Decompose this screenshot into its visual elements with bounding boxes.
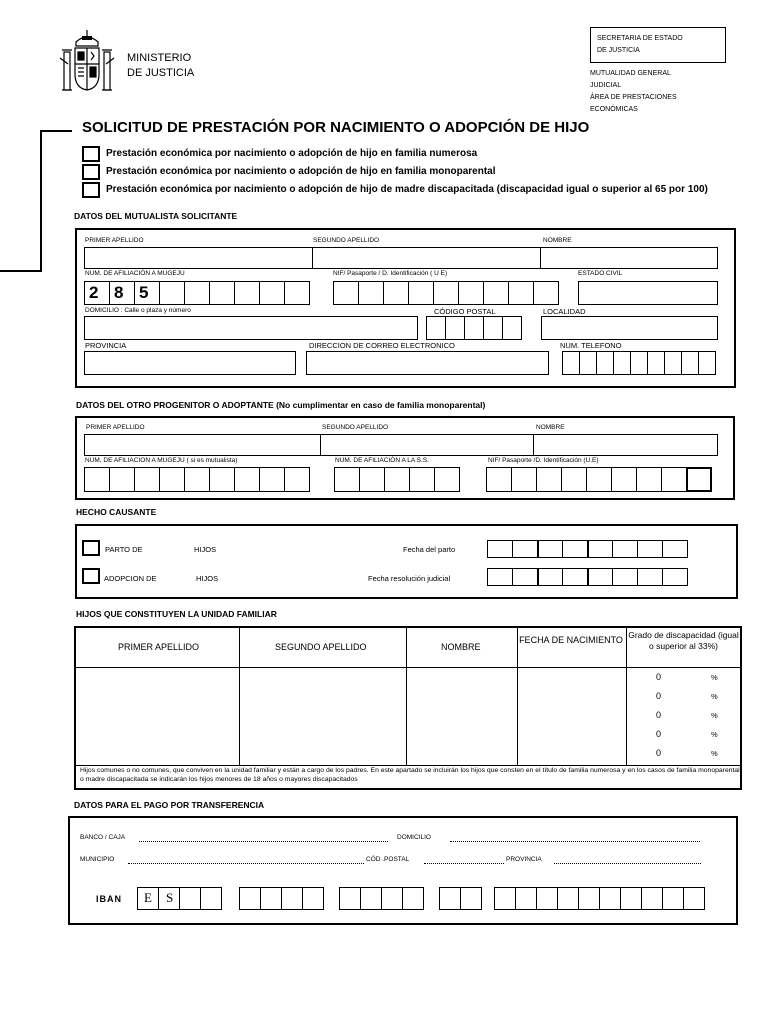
margin-bracket [0, 130, 43, 272]
hecho-section [75, 524, 738, 599]
provincia-field[interactable] [84, 351, 296, 375]
grado-value-4[interactable]: 0 [656, 729, 662, 739]
telefono-label: NUM. TELEFONO [560, 341, 622, 350]
hijos-heading: HIJOS QUE CONSTITUYEN LA UNIDAD FAMILIAR [76, 609, 277, 619]
fecha-parto-cells[interactable] [487, 540, 687, 558]
col-grado: Grado de discapacidad (igual o superior al 33%) [628, 630, 739, 651]
iban-cuenta-cells[interactable] [494, 887, 704, 910]
nombre-completo-field[interactable] [84, 247, 718, 269]
prog-ss-cells[interactable] [334, 467, 459, 492]
pago-domicilio-label: DOMICILIO [397, 834, 431, 841]
cod-postal-label: CÓD .POSTAL [366, 856, 410, 863]
adopcion-checkbox[interactable] [82, 568, 100, 584]
provincia-label: PROVINCIA [85, 341, 127, 350]
iban-dc-cells[interactable] [439, 887, 481, 910]
nif-cells[interactable] [333, 281, 558, 305]
parto-hijos-label: HIJOS [194, 545, 217, 554]
pago-provincia-label: PROVINCIA [506, 856, 542, 863]
banco-label: BANCO / CAJA [80, 834, 126, 841]
primer-apellido-label: PRIMER APELLIDO [85, 237, 144, 244]
form-title: SOLICITUD DE PRESTACIÓN POR NACIMIENTO O ADOPCIÓN DE HIJO [82, 119, 590, 136]
hecho-heading: HECHO CAUSANTE [76, 507, 157, 517]
iban-entidad-cells[interactable] [239, 887, 323, 910]
hijos-note: Hijos comunes o no comunes, que conviven en la unidad familiar y están a cargo de los padres. En este apartado se incluirán los hijos que consten en el título de familia numerosa y en los casos de familia monoparental o madre discapacitada se indicarán los hijos menores de 18 años o mayores discapacitados [80, 767, 740, 783]
secretaria-line1: SECRETARIA DE ESTADO [597, 35, 683, 42]
option-discapacitada-checkbox[interactable] [82, 182, 100, 198]
grado-pct-2: % [711, 692, 718, 701]
cod-postal-field[interactable] [424, 858, 504, 864]
estado-civil-field[interactable] [578, 281, 718, 305]
grado-value-5[interactable]: 0 [656, 748, 662, 758]
iban-letter-s: S [166, 890, 174, 905]
prog-primer-apellido-label: PRIMER APELLIDO [86, 424, 145, 431]
grado-pct-4: % [711, 730, 718, 739]
localidad-label: LOCALIDAD [543, 307, 586, 316]
prog-nombre-label: NOMBRE [536, 424, 565, 431]
mutualidad-line2: JUDICIAL [590, 82, 622, 89]
secretaria-line2: DE JUSTICIA [597, 47, 640, 54]
nif-label: NIF/ Pasaporte / D. Identificación ( U E) [333, 270, 448, 277]
prog-nif-label: NIF/ Pasaporte /D. Identificación (U.E) [488, 457, 599, 464]
grado-value-1[interactable]: 0 [656, 672, 662, 682]
parto-de-label: PARTO DE [105, 545, 143, 554]
coat-of-arms [56, 30, 118, 98]
option-discapacitada-label: Prestación económica por nacimiento o adopción de hijo de madre discapacitada (discapacidad igual o superior al 65 por 100) [106, 184, 708, 195]
fecha-resolucion-cells[interactable] [487, 568, 687, 586]
col-fecha: FECHA DE NACIMIENTO [519, 635, 623, 645]
prog-nombre-completo-field[interactable] [84, 434, 718, 456]
prog-ss-label: NUM. DE AFILIACIÓN A LA S.S. [335, 457, 429, 464]
grado-value-2[interactable]: 0 [656, 691, 662, 701]
segundo-apellido-label: SEGUNDO APELLIDO [313, 237, 380, 244]
parto-checkbox[interactable] [82, 540, 100, 556]
option-monoparental-checkbox[interactable] [82, 164, 100, 180]
codigo-postal-label: CÓDIGO POSTAL [434, 307, 496, 316]
prog-afiliacion-label: NUM. DE AFILIACION A MUGEJU ( si es mutualista) [85, 457, 238, 464]
ministry-line1: MINISTERIO [127, 52, 192, 64]
iban-oficina-cells[interactable] [339, 887, 423, 910]
municipio-field[interactable] [128, 858, 364, 864]
solicitante-heading: DATOS DEL MUTUALISTA SOLICITANTE [74, 211, 238, 221]
secretaria-box [590, 27, 726, 63]
banco-field[interactable] [139, 836, 388, 842]
spain-coat-of-arms-icon [56, 30, 118, 98]
col-segundo-apellido: SEGUNDO APELLIDO [275, 642, 367, 652]
option-monoparental-label: Prestación económica por nacimiento o adopción de hijo en familia monoparental [106, 166, 496, 177]
grado-pct-5: % [711, 749, 718, 758]
correo-field[interactable] [306, 351, 549, 375]
municipio-label: MUNICIPIO [80, 856, 115, 863]
mutualidad-line1: MUTUALIDAD GENERAL [590, 70, 671, 77]
prog-afiliacion-cells[interactable] [84, 467, 309, 492]
domicilio-field[interactable] [84, 316, 418, 340]
domicilio-label: DOMICILIO : Calle o plaza y número [85, 307, 191, 314]
localidad-field[interactable] [541, 316, 718, 340]
adopcion-de-label: ADOPCION DE [104, 574, 157, 583]
codigo-postal-cells[interactable] [426, 316, 521, 340]
mutualidad-line4: ECONÓMICAS [590, 106, 638, 113]
iban-letter-e: E [144, 890, 152, 905]
adopcion-hijos-label: HIJOS [196, 574, 219, 583]
pago-domicilio-field[interactable] [450, 836, 700, 842]
col-primer-apellido: PRIMER APELLIDO [118, 642, 200, 652]
grado-pct-1: % [711, 673, 718, 682]
option-numerosa-label: Prestación económica por nacimiento o adopción de hijo en familia numerosa [106, 148, 478, 159]
prog-segundo-apellido-label: SEGUNDO APELLIDO [322, 424, 389, 431]
pago-heading: DATOS PARA EL PAGO POR TRANSFERENCIA [74, 800, 265, 810]
correo-label: DIRECCION DE CORREO ELECTRONICO [309, 341, 455, 350]
pago-provincia-field[interactable] [554, 858, 701, 864]
grado-pct-3: % [711, 711, 718, 720]
fecha-resolucion-label: Fecha resolución judicial [368, 574, 451, 583]
estado-civil-label: ESTADO CIVIL [578, 270, 623, 277]
afiliacion-digit-1: 2 [89, 283, 99, 302]
ministry-line2: DE JUSTICIA [127, 67, 195, 79]
progenitor-heading: DATOS DEL OTRO PROGENITOR O ADOPTANTE (No cumplimentar en caso de familia monoparental) [76, 400, 486, 410]
afiliacion-digit-3: 5 [139, 283, 149, 302]
nombre-label: NOMBRE [543, 237, 572, 244]
fecha-parto-label: Fecha del parto [403, 545, 456, 554]
col-nombre: NOMBRE [441, 642, 481, 652]
grado-value-3[interactable]: 0 [656, 710, 662, 720]
prog-nif-cells[interactable] [486, 467, 711, 492]
afiliacion-label: NUM. DE AFILIACIÓN A MUGEJU [85, 270, 185, 277]
afiliacion-digit-2: 8 [114, 283, 124, 302]
telefono-cells[interactable] [562, 351, 715, 375]
iban-label: IBAN [96, 894, 122, 904]
mutualidad-line3: ÁREA DE PRESTACIONES [590, 94, 677, 101]
option-numerosa-checkbox[interactable] [82, 146, 100, 162]
